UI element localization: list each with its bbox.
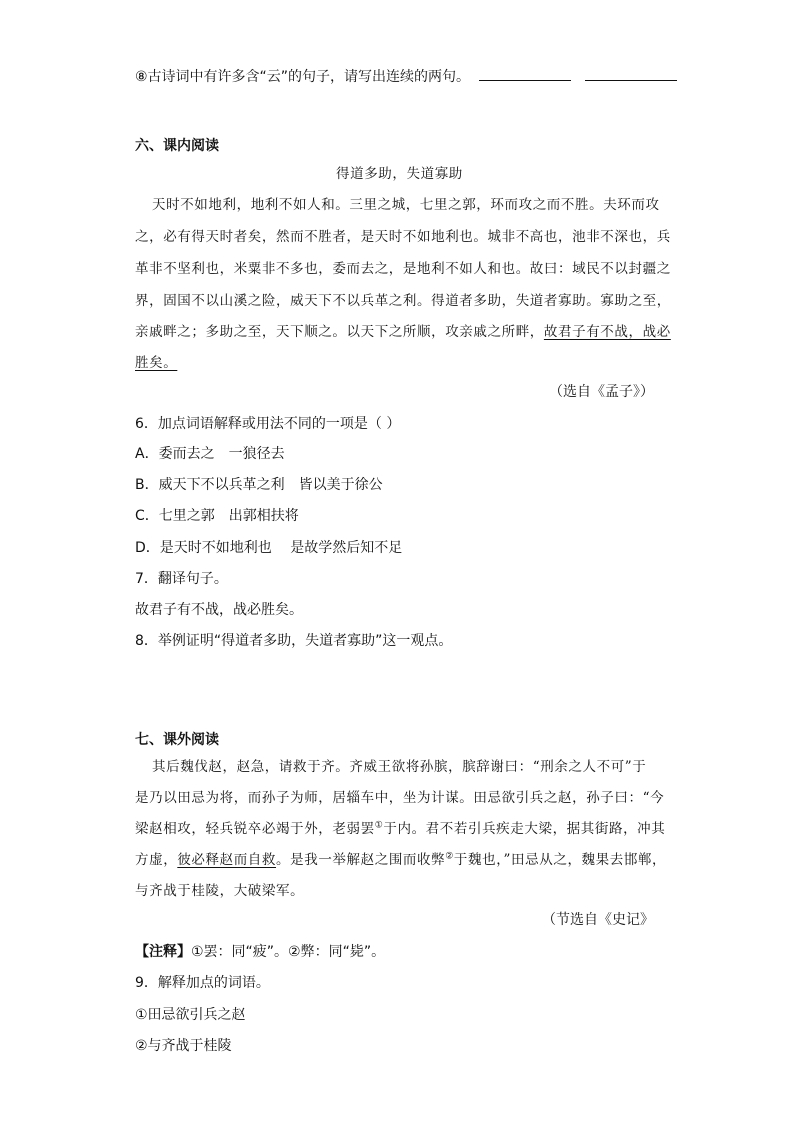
question-7: 7．翻译句子。 xyxy=(135,571,228,587)
passage2-line-1: 其后魏伐赵，赵急，请救于齐。齐威王欲将孙膑，膑辞谢曰：“刑余之人不可”于 xyxy=(152,759,647,775)
footnote-marker-2: ② xyxy=(445,851,454,862)
underlined-sentence-part1: 故君子有不战，战必 xyxy=(543,324,671,340)
passage2-line-4 xyxy=(135,848,666,868)
question-8: 8．举例证明“得道者多助，失道者寡助”这一观点。 xyxy=(135,633,453,649)
underlined-sentence-part2: 胜矣。 xyxy=(135,355,178,371)
passage2-line-3 xyxy=(135,817,665,837)
passage1-line-2: 之，必有得天时者矣，然而不胜者，是天时不如地利也。城非不高也，池非不深也，兵 xyxy=(135,229,671,245)
section7-heading: 七、课外阅读 xyxy=(135,732,219,748)
passage2-line-3-text-b: 于内。君不若引兵疾走大梁，据其街路，冲其 xyxy=(383,821,666,837)
passage2-source: （节选自《史记》 xyxy=(542,912,654,928)
passage1-line-3: 革非不坚利也，米粟非不多也，委而去之，是地利不如人和也。故曰：域民不以封疆之 xyxy=(135,261,671,277)
passage2-line-4-post: 。是我一举解赵之围而收弊 xyxy=(276,852,446,868)
q9-item-2: ②与齐战于桂陵 xyxy=(135,1038,232,1054)
passage1-title: 得道多助，失道寡助 xyxy=(336,166,463,182)
q9-item-1: ①田忌欲引兵之赵 xyxy=(135,1007,246,1023)
section6-heading: 六、课内阅读 xyxy=(135,138,219,154)
notes xyxy=(135,941,385,961)
q6-option-d[interactable]: D．是天时不如地利也 是故学然后知不足 xyxy=(135,540,403,556)
passage2-line-4-pre: 方虚， xyxy=(135,852,178,868)
notes-text: ①罢：同“疲”。②弊：同“毙”。 xyxy=(191,944,386,960)
passage1-line-5 xyxy=(135,320,671,340)
q7-sentence: 故君子有不战，战必胜矣。 xyxy=(135,602,303,618)
passage2-line-2: 是乃以田忌为将，而孙子为师，居辎车中，坐为计谋。田忌欲引兵之赵，孙子曰：“今 xyxy=(135,790,665,806)
q8-line xyxy=(135,66,677,86)
question-9: 9．解释加点的词语。 xyxy=(135,975,270,991)
passage1-line-1: 天时不如地利，地利不如人和。三里之城，七里之郭，环而攻之而不胜。夫环而攻 xyxy=(152,197,660,213)
q8-text: ⑧古诗词中有许多含“云”的句子，请写出连续的两句。 xyxy=(135,69,471,85)
question-6: 6．加点词语解释或用法不同的一项是（ ） xyxy=(135,416,401,432)
passage2-line-4-post2: 于魏也，”田忌从之，魏果去邯郸， xyxy=(453,852,667,868)
passage1-line-5-text: 亲戚畔之；多助之至，天下顺之。以天下之所顺，攻亲戚之所畔， xyxy=(135,324,544,340)
passage1-source: （选自《孟子》） xyxy=(549,384,654,400)
passage2-line-5: 与齐战于桂陵，大破梁军。 xyxy=(135,883,305,899)
underlined-sentence-2: 彼必释赵而自救 xyxy=(177,852,277,868)
answer-blank-2[interactable] xyxy=(585,79,677,81)
q6-option-a[interactable]: A．委而去之 一狼径去 xyxy=(135,446,285,462)
footnote-marker-1: ① xyxy=(374,820,384,831)
notes-label: 【注释】 xyxy=(135,944,191,960)
passage2-line-3-text-a: 梁赵相攻，轻兵锐卒必竭于外，老弱罢 xyxy=(135,821,375,837)
answer-blank-1[interactable] xyxy=(479,79,571,81)
q6-option-b[interactable]: B．威天下不以兵革之利 皆以美于徐公 xyxy=(135,477,383,493)
q6-option-c[interactable]: C．七里之郭 出郭相扶将 xyxy=(135,508,299,524)
passage1-line-4: 界，固国不以山溪之险，威天下不以兵革之利。得道者多助，失道者寡助。寡助之至， xyxy=(135,293,671,309)
